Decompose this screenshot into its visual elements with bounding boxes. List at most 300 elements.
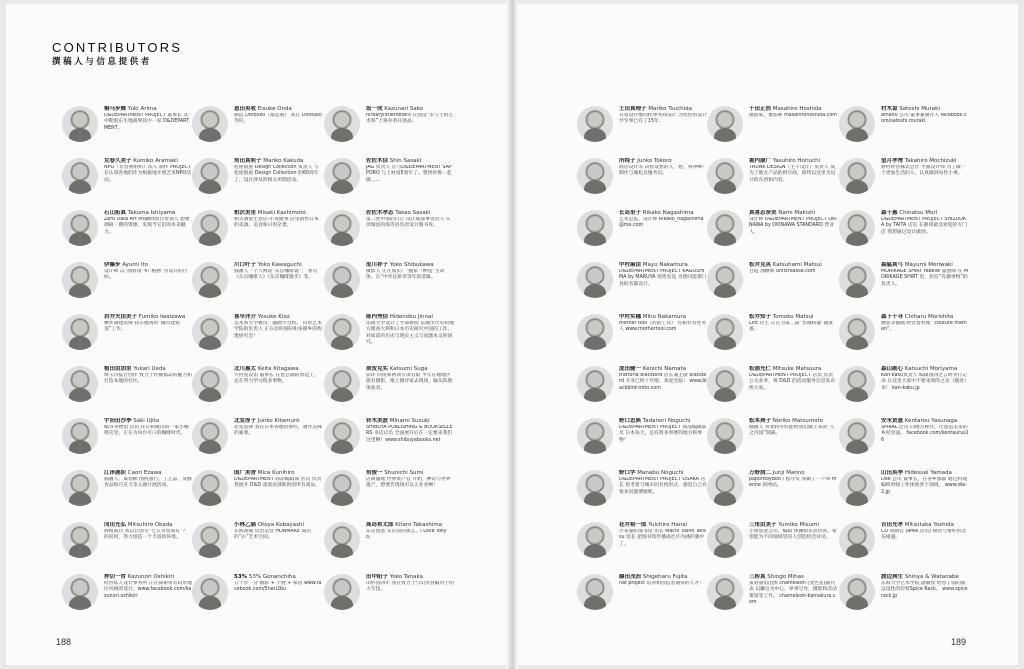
contributor-name-romaji: Tadanori Noguchi (641, 418, 691, 424)
contributor-name-kanji: 陈内秀信 (366, 314, 389, 320)
contributor-name (619, 210, 707, 217)
contributor-description: 法政大学设计工学部教授 以城市历史和地方理查大利和日本历史研究中国的工作，对如前的历史与现实主义与问题本文的研究。 (366, 321, 454, 346)
contributor-avatar (577, 158, 613, 194)
contributor-name-kanji: 渡边典生 (881, 574, 904, 580)
contributor-name-romaji: Chinatsu Mori (897, 210, 938, 216)
contributor-description: 五十步一分 摄影 + 个展 + 家居 www.facebook.com/5nari2bu (234, 581, 322, 593)
contributor-name-kanji: 国广美香 (234, 470, 257, 476)
contributor-name-kanji: 田中阳子 (366, 574, 389, 580)
contributor-name-romaji: 53% Gonanchiha (247, 574, 296, 580)
contributor-description: hirbarylittlemeters 在创设“水与土的艺术祭”上筹办者开展品。 (366, 113, 454, 125)
contributor-name (366, 574, 454, 581)
contributor-text (234, 210, 322, 230)
contributor-entry (324, 362, 453, 410)
contributor-entry (62, 570, 192, 618)
contributor-text (749, 522, 837, 542)
contributor-name (104, 418, 192, 425)
contributor-entry (707, 414, 835, 462)
contributor-name (619, 366, 707, 373)
contributor-entry (324, 414, 453, 462)
contributor-name (366, 418, 454, 425)
contributor-name-romaji: Yuki Arima (126, 106, 157, 112)
contributor-name (234, 574, 322, 581)
contributor-entry (62, 466, 192, 514)
contributor-name-kanji: 泷田健一 (619, 366, 642, 372)
contributor-name (104, 158, 192, 165)
contributor-name-romaji: Yumiko Misumi (776, 522, 819, 528)
contributor-name (749, 522, 837, 529)
contributor-description: 仓道 油糖师 unitcreasse.com (749, 269, 816, 274)
contributor-text (234, 470, 322, 490)
contributor-avatar (62, 470, 98, 506)
contributor-name-kanji: 松井知子 (749, 314, 772, 320)
contributor-entry (839, 102, 967, 150)
contributor-entry (707, 206, 837, 254)
contributor-avatar (577, 470, 613, 506)
contributor-name (749, 106, 837, 113)
contributor-name-romaji: Mitsutaka Yoshida (903, 522, 955, 528)
contributor-entry (62, 258, 188, 306)
contributor-name-kanji: 土田真理子 (619, 106, 647, 112)
contributor-text (104, 574, 192, 600)
contributor-name (619, 574, 707, 581)
contributor-description: 松屋银座 Design Collection 负责人 与松屋银座 Design Collection 的60周年了，设计涉及的相关用期活动。 (234, 165, 319, 183)
contributor-text (234, 574, 322, 594)
contributor-name-kanji: 森千惠 (881, 210, 898, 216)
contributor-name-kanji: 涩川祥子 (366, 262, 389, 268)
contributor-description: 东海商铺 负责运营 HONMAKE 商店的“か”艺术空间。 (234, 529, 312, 541)
contributor-avatar (839, 418, 875, 454)
contributor-description: JAG 负责人 在与D&DEPARTMENT SAPPORO 与上财富5周年了。想到好像一起做…… (366, 165, 452, 183)
contributor-name-kanji: 伊藤步 (104, 262, 121, 268)
contributor-entry (839, 518, 967, 566)
contributor-avatar (62, 262, 98, 298)
contributor-name-romaji: Junji Manno (771, 470, 805, 476)
contributor-name-romaji: Satoshi Muraki (897, 106, 940, 112)
contributor-name-romaji: Takahiro Mochizuki (903, 158, 957, 164)
contributor-name-romaji: Shingo Mihas (765, 574, 804, 580)
contributor-text (104, 158, 192, 184)
contributor-name (881, 106, 969, 113)
contributor-description: D&DEPARTMENT PROJECT OSAKA 店长 思考着与城市的有机形式，感觉自己有很多问题要做呢。 (619, 477, 707, 495)
contributor-avatar (192, 574, 228, 610)
contributor-name-kanji: 坂一成 (366, 106, 383, 112)
contributor-name (104, 522, 192, 529)
contributor-avatar (192, 366, 228, 402)
contributor-name-romaji: Misaki Kashimoto (256, 210, 306, 216)
contributor-name-romaji: Mica Kunihiro (256, 470, 295, 476)
contributor-name-kanji: 佐佐木孝志 (366, 210, 394, 216)
contributor-text (619, 210, 707, 230)
contributor-name-romaji: Minami Suzuki (388, 418, 430, 424)
contributor-description: 埼玉诗报告创作 致力于传播福岛的魅力和打造本地的社区。 (104, 373, 192, 385)
contributor-name (104, 106, 192, 113)
contributor-name-kanji: 中村实穗 (619, 314, 642, 320)
contributor-description: 相关酒屋生意店-小麦板菜 店里销售日本的美酒、美食和日用杂货。 (234, 217, 319, 229)
contributor-avatar (577, 574, 613, 610)
contributor-description: 摄影等插画 经营着料理 “couture mamen”。 (881, 321, 967, 333)
contributor-description: D&DEPARTMENT PROJECT KAGOSHIMA by MARUYA 销售发设 为想问能那门县的名都设计。 (619, 269, 707, 287)
contributor-description: mother tool（药的工具） 有相社有性务人 www.mothertool.com (619, 321, 707, 333)
contributor-description: 东京创意 东京前的那么，I Love Tokyo。 (366, 529, 447, 541)
contributor-name (881, 522, 969, 529)
contributor-avatar (192, 210, 228, 246)
contributor-avatar (324, 262, 360, 298)
contributor-avatar (839, 262, 875, 298)
contributor-avatar (192, 418, 228, 454)
contributor-text (104, 210, 192, 236)
contributor-name-romaji: Masahiro Hoshida (771, 106, 822, 112)
contributor-text (881, 522, 969, 542)
contributor-entry (192, 518, 310, 566)
contributor-text (619, 418, 707, 444)
contributor-name-kanji: 恩田英收 (234, 106, 257, 112)
contributor-description: 艺术总监、设计师 Rikako_nagashima@me.com (619, 217, 704, 229)
contributor-name (234, 262, 322, 269)
contributor-text (366, 418, 454, 444)
contributor-entry (62, 362, 192, 410)
contributor-name-kanji: 森下千寻 (881, 314, 904, 320)
contributor-description: 日常设计维同样事务商设计 为优势的设计学至事已有了15年。 (619, 113, 707, 125)
contributor-description: 海根商店 我以自由写“七五书里面有”？的同时，努力创造一个丰富的环境。 (104, 529, 188, 541)
contributor-name-kanji: 堀内康广 (749, 158, 772, 164)
contributor-entry (577, 362, 707, 410)
contributor-text (366, 262, 454, 282)
contributor-description: 大村星设馆 董事长 在琵琶湖的周边上，还在努力学习很多事物。 (234, 373, 319, 385)
contributor-name-kanji: 松本典子 (749, 418, 772, 424)
contributor-description: Lint 店主 正在为第二届“水城和器”做准备。 (749, 321, 834, 333)
contributor-name (749, 262, 837, 269)
contributor-name-kanji: 所纯子 (619, 158, 636, 164)
contributor-avatar (577, 522, 613, 558)
contributor-name-kanji: 干田正浩 (749, 106, 772, 112)
contributor-text (881, 106, 969, 126)
contributor-text (619, 522, 707, 548)
contributor-entry (192, 154, 319, 202)
contributor-description: amanu 公司 董事兼制作人 facebook.com/satoshi.muraki (881, 113, 967, 125)
contributor-name (234, 106, 322, 113)
contributor-avatar (707, 314, 743, 350)
contributor-name (749, 314, 837, 321)
contributor-text (104, 262, 192, 282)
contributor-text (881, 210, 969, 236)
contributor-name-romaji: Katsuchi Moriyama (903, 366, 958, 372)
contributor-description: 东海大学艺术学院 副教授 经营了面的面以设性的轻贸Spice Rack。 www.spicerack.jp (881, 581, 968, 599)
contributor-avatar (707, 366, 743, 402)
contributor-description: 小原创意公司、编辑 体操娱乐者热的，希望能为不同领域里的人创造机会对话。 (749, 529, 837, 541)
contributor-text (234, 158, 322, 184)
contributor-avatar (324, 210, 360, 246)
contributor-description: 策划旅馆团体 chameleon (变色龙)副代表 以镰仓为中心，举事写作，摄影和活动策划等工作。 chameleon-kamakura.com (749, 581, 837, 606)
contributor-name-kanji: 花井裕一郎 (619, 522, 647, 528)
contributor-entry (707, 154, 836, 202)
contributor-entry (839, 154, 966, 202)
contributor-name-romaji: Ayumi Ito (120, 262, 149, 268)
contributor-entry (707, 102, 837, 150)
contributor-name-romaji: Noriko Matsumoto (771, 418, 824, 424)
contributor-name-kanji: 押切一哲 (104, 574, 127, 580)
contributor-name-romaji: Kazunari Sako (382, 106, 424, 112)
contributor-text (749, 314, 837, 334)
contributor-avatar (324, 106, 360, 142)
contributor-name-romaji: Otoya Kobayashi (256, 522, 305, 528)
contributor-avatar (324, 574, 360, 610)
contributor-name-romaji: Caori Ezawa (126, 470, 162, 476)
contributor-avatar (192, 314, 228, 350)
contributor-name (366, 210, 454, 217)
contributor-name-romaji: Katsuhami Matsui (771, 262, 822, 268)
contributor-name-kanji: 安永贤滋 (881, 418, 904, 424)
contributor-entry (577, 154, 707, 202)
contributor-name (749, 210, 837, 217)
contributor-name-kanji: 川口叶子 (234, 262, 257, 268)
contributor-entry (192, 310, 322, 358)
contributor-entry (839, 570, 968, 618)
contributor-name (749, 574, 837, 581)
contributor-name (881, 574, 969, 581)
contributor-avatar (324, 418, 360, 454)
contributor-name-romaji: Mitsuke Matsuura (771, 366, 822, 372)
contributor-entry (577, 518, 706, 566)
contributor-text (881, 314, 969, 334)
contributor-text (104, 366, 192, 386)
contributor-avatar (192, 262, 228, 298)
contributor-text (234, 522, 322, 542)
contributor-name (366, 522, 454, 529)
contributor-name-romaji: Junko Tokoro (635, 158, 672, 164)
contributor-name (619, 314, 707, 321)
contributor-description: trattoria blackbird 店长兼主厨 blackbird 开业已经十年啦，欢迎光临！ www.blackbird-mito.com (619, 373, 707, 391)
contributor-name-kanji: 荒卷久美子 (104, 158, 132, 164)
contributor-entry (839, 310, 967, 358)
contributor-description: 插画人、策划师 围绕旅行、工艺品、发酵食品和巧克力等主题开展活动。 (104, 477, 192, 489)
contributor-entry (324, 206, 451, 254)
contributor-avatar (324, 366, 360, 402)
contributor-name (366, 470, 454, 477)
contributor-name (366, 366, 454, 373)
contributor-text (749, 106, 837, 119)
contributor-avatar (62, 314, 98, 350)
contributor-description: MORIKAGE SHIRT rebelle 董创师 在 MORIKAGE SHIRT 里，担任“有趣事物”的负责人。 (881, 269, 969, 287)
contributor-name-kanji: 万野润二 (749, 470, 772, 476)
contributor-text (366, 106, 454, 126)
contributor-text (881, 574, 969, 600)
contributor-text (881, 470, 969, 496)
contributor-description: 野村经营株式会社 平面设计师 为了做一个更加生活的人，认真做到每件小事。 (881, 165, 966, 177)
contributor-entry (839, 258, 969, 306)
contributor-avatar (192, 470, 228, 506)
contributor-entry (324, 518, 447, 566)
contributor-name-romaji: Keita Kitagawa (256, 366, 299, 372)
contributor-avatar (192, 106, 228, 142)
contributor-name-kanji: 植田由加里 (104, 366, 132, 372)
contributor-name-romaji: Yosuke Kiso (256, 314, 290, 320)
contributor-name-romaji: Yoko Kawaguchi (256, 262, 302, 268)
contributor-entry (839, 466, 968, 514)
contributor-description: 插画人「个人网站“东京咖啡婆”」 著有《东京咖啡人》《东京咖啡散步》等。 (234, 269, 318, 281)
contributor-text (366, 574, 454, 594)
contributor-name-kanji: 森脇真弓 (881, 262, 904, 268)
contributor-description: 摄影人 正在加长广“腹家一种送”主动体。在“中华任新华等年的选辑。 (366, 269, 445, 281)
contributor-text (234, 314, 322, 340)
contributor-entry (839, 414, 969, 462)
contributor-avatar (577, 418, 613, 454)
contributor-name-romaji: Shin Sasaki (388, 158, 422, 164)
contributor-name-romaji: Chiharu Morishita (903, 314, 954, 320)
contributor-description: 插画人 喜欢和可好能给我们做上来的“儿之内园”瑞锅。 (749, 425, 835, 437)
contributor-avatar (707, 158, 743, 194)
contributor-name-romaji: Kumiko Aramaki (131, 158, 178, 164)
contributor-description: 摄影家、摄影师 masahirohoshida.com (749, 113, 837, 118)
contributor-description: SPIRAL 店员 向地方移住，让创造未来的乡村里面。 facebook.com/kentaurus16 (881, 425, 969, 443)
contributor-name (104, 210, 192, 217)
contributor-entry (192, 206, 319, 254)
contributor-name-romaji: Mariko Tsuchida (646, 106, 692, 112)
contributor-description: 编书刊物馆 店员 住在和歌山的一家小咖啡店里，正在为每台可口的咖啡时代。 (104, 425, 189, 437)
contributor-name-romaji: Junko Kitamuro (256, 418, 300, 424)
contributor-avatar (324, 470, 360, 506)
contributor-description: 栖井满建筑师 我在福冈的“城市建筑顶”工作。 (104, 321, 180, 333)
contributor-entry (577, 570, 705, 618)
contributor-name-romaji: Kenichi Namata (641, 366, 687, 372)
contributor-text (749, 158, 837, 184)
contributor-entry (324, 310, 454, 358)
contributor-name-romaji: Yuichiro Hanai (646, 522, 688, 528)
contributor-description: 商店设计等 向看设想的人，想，事冲啊！ 制作与城松具服务员。 (619, 165, 707, 177)
contributor-text (619, 158, 707, 178)
contributor-description: CD 项制官 (area 店员) 期待与要好的音乐相遇。 (881, 529, 967, 541)
contributor-avatar (707, 470, 743, 506)
contributor-name-kanji: 小林乙猫 (234, 522, 257, 528)
contributor-entry (577, 102, 707, 150)
contributor-avatar (324, 522, 360, 558)
contributor-text (366, 210, 454, 230)
contributor-name (234, 210, 322, 217)
contributor-name-romaji: Mayumi Moriwaki (903, 262, 953, 268)
contributor-name-kanji: 角俊一 (366, 470, 383, 476)
contributor-description: D&DEPARTMENT PROJECT 店员 负责公关业务，将 D&D 的活动服务信息发布给大家。 (749, 373, 836, 391)
contributor-avatar (707, 418, 743, 454)
contributor-entry (707, 258, 825, 306)
contributor-name-kanji: 喜早洋介 (234, 314, 257, 320)
contributor-entry (62, 154, 192, 202)
contributor-name-kanji: 佐佐木信 (366, 158, 389, 164)
contributor-name (366, 158, 454, 165)
contributor-name-kanji: 柏次美里 (234, 210, 257, 216)
contributor-name-kanji: 江泽鹿织 (104, 470, 127, 476)
contributor-entry (324, 466, 451, 514)
contributor-name (104, 470, 192, 477)
contributor-avatar (62, 158, 98, 194)
contributor-name-romaji: Kentarou Yasunaga (903, 418, 958, 424)
contributor-entry (707, 310, 834, 358)
contributor-name-kanji: 村木谅 (881, 106, 898, 112)
contributor-name (104, 574, 192, 581)
contributor-text (749, 262, 837, 275)
contributor-name (234, 314, 322, 321)
contributor-name (234, 522, 322, 529)
contributor-description: 北室选择 我在日本各地的那些，制作美味的素菜。 (234, 425, 322, 437)
contributor-avatar (839, 158, 875, 194)
contributor-avatar (62, 210, 98, 246)
contributor-text (104, 418, 192, 438)
contributor-description: 设计师 以“面料国”和“植物”为设计的目标。 (104, 269, 188, 281)
contributor-entry (324, 154, 452, 202)
contributor-text (881, 262, 969, 288)
contributor-name-romaji: Takuma Ishiyama (126, 210, 176, 216)
contributor-avatar (707, 522, 743, 558)
contributor-description: Zero Data Art Project项目带领人 想要调研一期的资源，发现当它们的本来魅力。 (104, 217, 190, 235)
contributor-text (619, 366, 707, 392)
contributor-name (104, 262, 192, 269)
contributor-name-kanji: 三角由美子 (749, 522, 777, 528)
contributor-name-kanji: 望月孝博 (881, 158, 904, 164)
contributor-name-romaji: Takao Sasaki (393, 210, 431, 216)
book-gutter (506, 0, 518, 669)
contributor-avatar (839, 314, 875, 350)
contributor-name-kanji: 桐马步舞 (104, 106, 127, 112)
contributor-name-romaji: Yukari Ueda (131, 366, 166, 372)
contributor-entry (62, 102, 190, 150)
page-title: CONTRIBUTORS (52, 40, 183, 55)
contributor-entry (324, 258, 445, 306)
contributor-text (619, 574, 707, 587)
contributor-name-kanji: 山田英季 (881, 470, 904, 476)
contributor-name-kanji: 藤田茂治 (619, 574, 642, 580)
contributor-name (749, 470, 837, 477)
contributor-text (749, 210, 837, 236)
contributor-avatar (577, 106, 613, 142)
contributor-entry (192, 466, 322, 514)
contributor-name-romaji: Hidesuei Yamada (903, 470, 952, 476)
contributor-text (619, 106, 707, 126)
contributor-name-kanji: 真喜志奈美 (749, 210, 777, 216)
contributor-entry (62, 206, 190, 254)
contributor-entry (839, 206, 967, 254)
contributor-name-kanji: 53% (234, 574, 248, 580)
left-page-number: 188 (56, 637, 72, 647)
contributor-entry (324, 102, 454, 150)
contributor-text (104, 522, 192, 542)
contributor-name-kanji: 石山拓真 (104, 210, 127, 216)
contributor-avatar (62, 106, 98, 142)
contributor-entry (707, 570, 837, 618)
contributor-name (366, 314, 454, 321)
contributor-name (881, 262, 969, 269)
contributor-text (234, 106, 322, 126)
contributor-text (366, 522, 454, 542)
contributor-text (104, 106, 192, 132)
contributor-name (619, 522, 707, 529)
contributor-avatar (707, 574, 743, 610)
contributor-avatar (62, 366, 98, 402)
contributor-entry (707, 466, 837, 514)
contributor-name-kanji: 宇治田沙季 (104, 418, 132, 424)
contributor-name (881, 210, 969, 217)
contributor-entry (707, 362, 836, 410)
contributor-name-kanji: 三桥真 (749, 574, 766, 580)
contributor-avatar (839, 470, 875, 506)
contributor-text (749, 470, 837, 490)
contributor-description: 第二处中部的日正 设计联部事负责人 在茨城县的海等县负责设计图书库。 (366, 217, 451, 229)
contributor-entry (707, 518, 837, 566)
contributor-avatar (839, 574, 875, 610)
contributor-text (366, 470, 454, 490)
contributor-name-kanji: 松井克英 (749, 262, 772, 268)
contributor-name (749, 418, 837, 425)
contributor-avatar (839, 210, 875, 246)
contributor-text (366, 314, 454, 347)
